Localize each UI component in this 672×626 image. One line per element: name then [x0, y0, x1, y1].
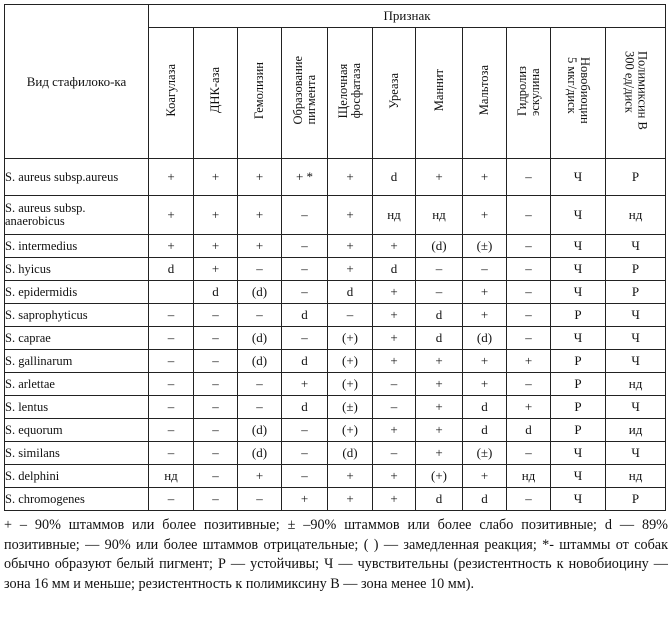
- trait-value-cell: ид: [606, 419, 666, 442]
- trait-value-cell: –: [149, 304, 194, 327]
- trait-value-cell: –: [149, 488, 194, 511]
- trait-value-cell: (d): [463, 327, 507, 350]
- footnote-text: + – 90% штаммов или более позитивные; ± –90% штаммов или более слабо позитивные; d — 89% позитивные; — 90% или более штаммов отрицательные; ( ) — замедленная реакция; *- штаммы от собак обычно образуют белый пигмент; Р — устойчивы; Ч — чувствительны (резистентность к новобиоцину — зона 16 мм и меньше; резистентность к полимиксину В — зона менее 10 мм).: [4, 517, 668, 592]
- trait-value-cell: +: [328, 465, 373, 488]
- trait-column-label: ДНК-аза: [208, 67, 222, 114]
- trait-value-cell: –: [507, 235, 551, 258]
- trait-value-cell: [149, 281, 194, 304]
- trait-column-label: Маннит: [431, 69, 446, 112]
- trait-column-label: Гемолизин: [252, 61, 266, 120]
- trait-value-cell: +: [328, 235, 373, 258]
- trait-column-header: [373, 28, 416, 159]
- trait-value-cell: –: [149, 373, 194, 396]
- trait-column-label: Щелочная фосфатаза: [336, 62, 363, 119]
- trait-column-header: [328, 28, 373, 159]
- trait-value-cell: –: [149, 327, 194, 350]
- trait-value-cell: +: [373, 327, 416, 350]
- trait-value-cell: Ч: [606, 304, 666, 327]
- table-row: [5, 196, 666, 235]
- table-row: [5, 419, 666, 442]
- trait-value-cell: –: [416, 281, 463, 304]
- trait-value-cell: (d): [238, 419, 282, 442]
- trait-value-cell: +: [149, 159, 194, 196]
- trait-value-cell: +: [194, 196, 238, 235]
- table-body: [5, 159, 666, 511]
- trait-value-cell: –: [238, 258, 282, 281]
- trait-value-cell: +: [463, 196, 507, 235]
- trait-value-cell: (+): [328, 350, 373, 373]
- trait-value-cell: –: [282, 235, 328, 258]
- trait-value-cell: (±): [463, 235, 507, 258]
- species-name-cell: S. equorum: [5, 419, 149, 442]
- species-name-cell: S. arlettae: [5, 373, 149, 396]
- trait-column-label: Новобиоцин 5 мкг/диск: [565, 57, 592, 124]
- trait-value-cell: +: [194, 258, 238, 281]
- species-name-cell: S. caprae: [5, 327, 149, 350]
- trait-value-cell: –: [507, 196, 551, 235]
- trait-value-cell: –: [194, 327, 238, 350]
- trait-column-label: Полимиксин В 300 ед/диск: [622, 51, 650, 130]
- trait-value-cell: Ч: [551, 235, 606, 258]
- trait-value-cell: –: [238, 373, 282, 396]
- species-name-cell: S. intermedius: [5, 235, 149, 258]
- trait-value-cell: Р: [551, 350, 606, 373]
- trait-value-cell: +: [373, 304, 416, 327]
- trait-value-cell: +: [463, 373, 507, 396]
- trait-value-cell: +: [373, 465, 416, 488]
- species-name-cell: S. hyicus: [5, 258, 149, 281]
- trait-value-cell: –: [373, 442, 416, 465]
- species-name-cell: S. gallinarum: [5, 350, 149, 373]
- trait-value-cell: –: [507, 373, 551, 396]
- trait-value-cell: –: [507, 304, 551, 327]
- species-name-cell: S. similans: [5, 442, 149, 465]
- trait-value-cell: Р: [551, 373, 606, 396]
- trait-value-cell: нд: [373, 196, 416, 235]
- trait-value-cell: –: [373, 396, 416, 419]
- trait-value-cell: +: [373, 350, 416, 373]
- trait-value-cell: +: [416, 373, 463, 396]
- table-row: [5, 159, 666, 196]
- species-name-cell: S. lentus: [5, 396, 149, 419]
- trait-value-cell: нд: [507, 465, 551, 488]
- trait-column-label: Уреаза: [386, 72, 401, 109]
- trait-value-cell: –: [149, 350, 194, 373]
- trait-value-cell: d: [463, 419, 507, 442]
- species-name-cell: S. chromogenes: [5, 488, 149, 511]
- trait-column-label: Гидролиз эскулина: [514, 65, 542, 116]
- table-row: [5, 442, 666, 465]
- trait-value-cell: d: [282, 396, 328, 419]
- trait-value-cell: нд: [606, 465, 666, 488]
- trait-value-cell: –: [507, 488, 551, 511]
- trait-value-cell: (±): [463, 442, 507, 465]
- trait-value-cell: Ч: [606, 327, 666, 350]
- species-name-cell: S. epidermidis: [5, 281, 149, 304]
- trait-value-cell: (d): [238, 442, 282, 465]
- trait-value-cell: –: [194, 304, 238, 327]
- trait-value-cell: +: [373, 235, 416, 258]
- trait-group-header: Признак: [149, 5, 666, 28]
- species-name-cell: S. saprophyticus: [5, 304, 149, 327]
- trait-value-cell: –: [238, 488, 282, 511]
- table-row: [5, 396, 666, 419]
- trait-value-cell: +: [416, 442, 463, 465]
- trait-value-cell: +: [507, 350, 551, 373]
- trait-column-label: Коагулаза: [163, 64, 178, 117]
- trait-value-cell: –: [238, 396, 282, 419]
- trait-value-cell: –: [507, 442, 551, 465]
- trait-value-cell: +: [149, 196, 194, 235]
- trait-value-cell: +: [328, 159, 373, 196]
- trait-value-cell: +: [282, 373, 328, 396]
- trait-value-cell: +: [416, 396, 463, 419]
- trait-value-cell: d: [373, 258, 416, 281]
- trait-column-header: [463, 28, 507, 159]
- trait-column-header: [606, 28, 666, 159]
- species-name-cell: S. delphini: [5, 465, 149, 488]
- trait-value-cell: +: [282, 488, 328, 511]
- trait-value-cell: +: [463, 350, 507, 373]
- species-column-header: [5, 5, 149, 159]
- trait-value-cell: d: [416, 488, 463, 511]
- trait-column-header: [416, 28, 463, 159]
- trait-value-cell: d: [463, 488, 507, 511]
- trait-value-cell: (+): [416, 465, 463, 488]
- trait-column-label: Образование пигмента: [290, 56, 318, 125]
- trait-value-cell: –: [194, 419, 238, 442]
- trait-value-cell: +: [463, 465, 507, 488]
- trait-value-cell: +: [149, 235, 194, 258]
- trait-value-cell: –: [416, 258, 463, 281]
- trait-column-header: [194, 28, 238, 159]
- trait-value-cell: d: [282, 350, 328, 373]
- trait-value-cell: –: [282, 258, 328, 281]
- trait-value-cell: (d): [328, 442, 373, 465]
- table-row: [5, 465, 666, 488]
- trait-value-cell: Р: [606, 488, 666, 511]
- trait-value-cell: (±): [328, 396, 373, 419]
- table-row: [5, 488, 666, 511]
- trait-value-cell: +: [238, 235, 282, 258]
- trait-value-cell: +: [416, 419, 463, 442]
- trait-value-cell: d: [507, 419, 551, 442]
- trait-value-cell: Ч: [606, 235, 666, 258]
- trait-value-cell: –: [282, 196, 328, 235]
- trait-column-header: [149, 28, 194, 159]
- trait-value-cell: –: [463, 258, 507, 281]
- trait-value-cell: нд: [149, 465, 194, 488]
- trait-value-cell: –: [282, 442, 328, 465]
- trait-value-cell: –: [194, 373, 238, 396]
- trait-value-cell: +: [238, 196, 282, 235]
- trait-value-cell: Р: [606, 258, 666, 281]
- trait-value-cell: Ч: [551, 488, 606, 511]
- trait-value-cell: +: [416, 159, 463, 196]
- trait-value-cell: Р: [606, 281, 666, 304]
- trait-column-header: [551, 28, 606, 159]
- trait-value-cell: +: [373, 488, 416, 511]
- trait-value-cell: d: [194, 281, 238, 304]
- species-name-cell: S. aureus subsp. anaerobicus: [5, 196, 149, 235]
- trait-value-cell: +: [328, 488, 373, 511]
- trait-value-cell: –: [507, 159, 551, 196]
- trait-value-cell: Р: [551, 419, 606, 442]
- trait-value-cell: Ч: [551, 159, 606, 196]
- trait-value-cell: d: [328, 281, 373, 304]
- trait-value-cell: (+): [328, 373, 373, 396]
- table-row: [5, 235, 666, 258]
- trait-value-cell: d: [282, 304, 328, 327]
- trait-value-cell: –: [373, 373, 416, 396]
- trait-column-label: Мальтоза: [477, 65, 491, 116]
- table-row: [5, 350, 666, 373]
- trait-value-cell: Ч: [551, 281, 606, 304]
- trait-value-cell: (d): [238, 281, 282, 304]
- trait-value-cell: +: [328, 258, 373, 281]
- trait-value-cell: –: [328, 304, 373, 327]
- trait-value-cell: Ч: [606, 442, 666, 465]
- trait-value-cell: –: [507, 258, 551, 281]
- trait-value-cell: (d): [238, 327, 282, 350]
- trait-value-cell: (d): [238, 350, 282, 373]
- trait-value-cell: –: [194, 442, 238, 465]
- table-footnote: [4, 516, 668, 594]
- trait-value-cell: –: [149, 396, 194, 419]
- trait-column-header: [238, 28, 282, 159]
- table-row: [5, 281, 666, 304]
- trait-value-cell: +: [373, 281, 416, 304]
- trait-value-cell: Ч: [606, 350, 666, 373]
- trait-value-cell: –: [282, 281, 328, 304]
- trait-value-cell: +: [238, 159, 282, 196]
- trait-value-cell: +: [194, 235, 238, 258]
- trait-value-cell: –: [282, 465, 328, 488]
- trait-column-header: [282, 28, 328, 159]
- species-header-text: Вид стафилоко-ка: [26, 73, 127, 89]
- trait-value-cell: –: [282, 419, 328, 442]
- trait-value-cell: +: [463, 304, 507, 327]
- staphylococcus-traits-table: [4, 4, 666, 511]
- trait-value-cell: d: [416, 304, 463, 327]
- trait-value-cell: (+): [328, 419, 373, 442]
- trait-value-cell: (+): [328, 327, 373, 350]
- trait-value-cell: нд: [606, 373, 666, 396]
- trait-value-cell: +: [194, 159, 238, 196]
- trait-value-cell: +: [238, 465, 282, 488]
- trait-value-cell: –: [194, 465, 238, 488]
- trait-value-cell: d: [373, 159, 416, 196]
- trait-value-cell: +: [463, 159, 507, 196]
- trait-value-cell: Ч: [551, 258, 606, 281]
- trait-value-cell: +: [328, 196, 373, 235]
- table-row: [5, 304, 666, 327]
- trait-value-cell: –: [194, 488, 238, 511]
- trait-value-cell: Р: [606, 159, 666, 196]
- trait-value-cell: Ч: [606, 396, 666, 419]
- trait-value-cell: (d): [416, 235, 463, 258]
- trait-value-cell: +: [416, 350, 463, 373]
- trait-value-cell: + *: [282, 159, 328, 196]
- trait-value-cell: –: [194, 396, 238, 419]
- trait-value-cell: нд: [606, 196, 666, 235]
- trait-value-cell: –: [194, 350, 238, 373]
- trait-value-cell: Ч: [551, 196, 606, 235]
- trait-value-cell: d: [149, 258, 194, 281]
- trait-value-cell: Р: [551, 304, 606, 327]
- trait-value-cell: d: [463, 396, 507, 419]
- trait-value-cell: –: [507, 327, 551, 350]
- trait-value-cell: +: [463, 281, 507, 304]
- trait-value-cell: d: [416, 327, 463, 350]
- species-name-cell: S. aureus subsp.aureus: [5, 159, 149, 196]
- trait-column-header: [507, 28, 551, 159]
- trait-value-cell: +: [507, 396, 551, 419]
- trait-value-cell: Р: [551, 396, 606, 419]
- trait-value-cell: –: [282, 327, 328, 350]
- trait-value-cell: Ч: [551, 442, 606, 465]
- trait-value-cell: –: [507, 281, 551, 304]
- table-row: [5, 373, 666, 396]
- trait-value-cell: –: [149, 442, 194, 465]
- table-row: [5, 327, 666, 350]
- trait-value-cell: Ч: [551, 465, 606, 488]
- trait-value-cell: +: [373, 419, 416, 442]
- trait-value-cell: –: [238, 304, 282, 327]
- trait-value-cell: –: [149, 419, 194, 442]
- trait-value-cell: Ч: [551, 327, 606, 350]
- trait-value-cell: нд: [416, 196, 463, 235]
- table-row: [5, 258, 666, 281]
